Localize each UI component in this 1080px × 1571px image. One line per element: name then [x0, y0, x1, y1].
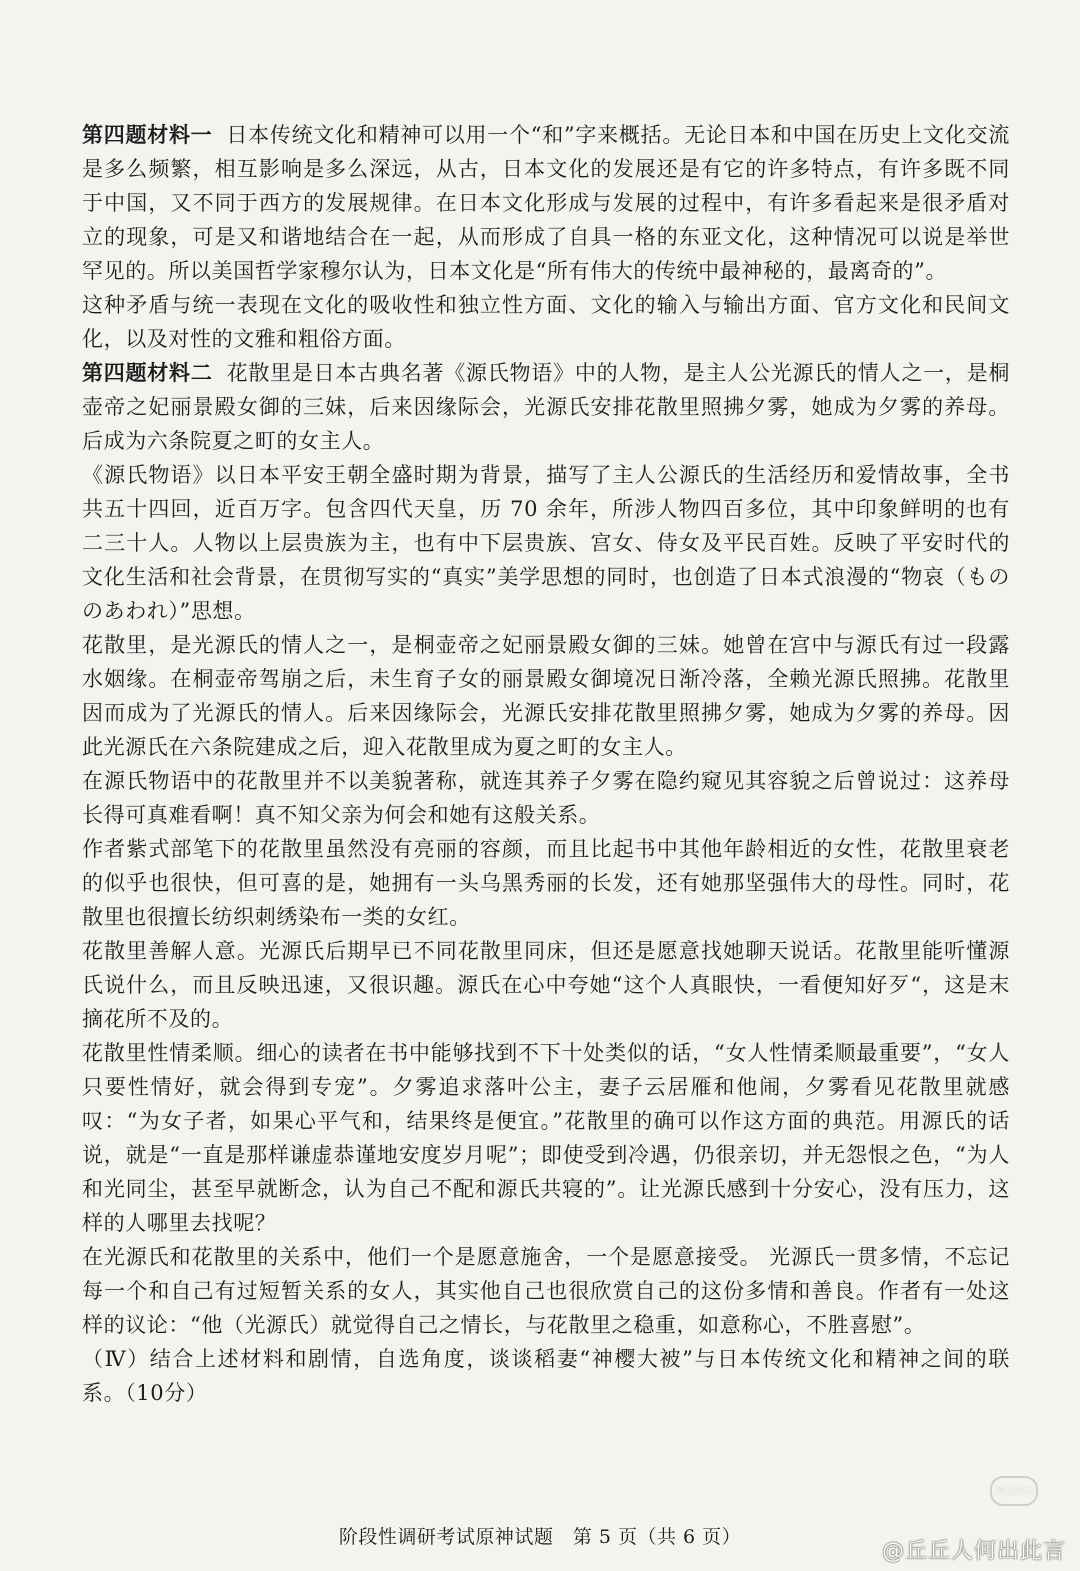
page-footer: 阶段性调研考试原神试题 第 5 页（共 6 页）	[338, 1526, 742, 1548]
material-1-paragraph-1: 第四题材料一 日本传统文化和精神可以用一个“和”字来概括。无论日本和中国在历史上文化交流是多么频繁，相互影响是多么深远，从古，日本文化的发展还是有它的许多特点，有许多既不同于中国，又不同于西方的发展规律。在日本文化形成与发展的过程中，有许多看起来是很矛盾对立的现象，可是又和谐地结合在一起，从而形成了自具一格的东亚文化，这种情况可以说是举世罕见的。所以美国哲学家穆尔认为，日本文化是“所有伟大的传统中最神秘的，最离奇的”。	[82, 123, 1010, 283]
material-2-paragraph-2: 《源氏物语》以日本平安王朝全盛时期为背景，描写了主人公源氏的生活经历和爱情故事，全书共五十四回，近百万字。包含四代天皇，历 70 余年，所涉人物四百多位，其中印象鲜明的也有二三十人。人物以上层贵族为主，也有中下层贵族、宫女、侍女及平民百姓。反映了平安时代的文化生活和社会背景，在贯彻写实的“真实”美学思想的同时，也创造了日本式浪漫的“物哀（もののあわれ）”思想。	[82, 463, 1010, 623]
material-2-paragraph-6: 花散里善解人意。光源氏后期早已不同花散里同床，但还是愿意找她聊天说话。花散里能听懂源氏说什么，而且反映迅速，又很识趣。源氏在心中夸她“这个人真眼快，一看便知好歹“，这是末摘花所不及的。	[82, 939, 1010, 1031]
weibo-badge-icon: WEIBO	[990, 1476, 1038, 1506]
material-1-paragraph-2: 这种矛盾与统一表现在文化的吸收性和独立性方面、文化的输入与输出方面、官方文化和民间文化，以及对性的文雅和粗俗方面。	[82, 293, 1010, 351]
question-prompt: （Ⅳ）结合上述材料和剧情，自选角度，谈谈稻妻“神樱大被”与日本传统文化和精神之间的联系。（10分）	[82, 1347, 1010, 1405]
material-2-paragraph-3: 花散里，是光源氏的情人之一，是桐壶帝之妃丽景殿女御的三妹。她曾在宫中与源氏有过一段露水姻缘。在桐壶帝驾崩之后，未生育子女的丽景殿女御境况日渐冷落，全赖光源氏照拂。花散里因而成为了光源氏的情人。后来因缘际会，光源氏安排花散里照拂夕雾，她成为夕雾的养母。因此光源氏在六条院建成之后，迎入花散里成为夏之町的女主人。	[82, 633, 1010, 759]
material-2-paragraph-4: 在源氏物语中的花散里并不以美貌著称，就连其养子夕雾在隐约窥见其容貌之后曾说过：这养母长得可真难看啊！真不知父亲为何会和她有这般关系。	[82, 769, 1010, 827]
material-2-paragraph-5: 作者紫式部笔下的花散里虽然没有亮丽的容颜，而且比起书中其他年龄相近的女性，花散里衰老的似乎也很快，但可喜的是，她拥有一头乌黑秀丽的长发，还有她那坚强伟大的母性。同时，花散里也很擅长纺织刺绣染布一类的女红。	[82, 837, 1010, 929]
exam-page	[82, 118, 1010, 1410]
material-2-paragraph-1: 第四题材料二 花散里是日本古典名著《源氏物语》中的人物，是主人公光源氏的情人之一，是桐壶帝之妃丽景殿女御的三妹，后来因缘际会，光源氏安排花散里照拂夕雾，她成为夕雾的养母。后成为六条院夏之町的女主人。	[82, 361, 1010, 453]
material-2-label: 第四题材料二	[82, 361, 213, 385]
watermark: @丘丘人何出此言	[881, 1539, 1066, 1564]
material-2-paragraph-8: 在光源氏和花散里的关系中，他们一个是愿意施舍，一个是愿意接受。 光源氏一贯多情，不忘记每一个和自己有过短暂关系的女人，其实他自己也很欣赏自己的这份多情和善良。作者有一处这样的议论：“他（光源氏）就觉得自己之情长，与花散里之稳重，如意称心，不胜喜慰”。	[82, 1245, 1010, 1337]
material-1-label: 第四题材料一	[82, 123, 213, 147]
material-2-paragraph-7: 花散里性情柔顺。细心的读者在书中能够找到不下十处类似的话，“女人性情柔顺最重要”，“女人只要性情好，就会得到专宠”。夕雾追求落叶公主，妻子云居雁和他闹，夕雾看见花散里就感叹：“为女子者，如果心平气和，结果终是便宜。”花散里的确可以作这方面的典范。用源氏的话说，就是“一直是那样谦虚恭谨地安度岁月呢”；即使受到冷遇，仍很亲切，并无怨恨之色，“为人和光同尘，甚至早就断念，认为自己不配和源氏共寝的”。让光源氏感到十分安心，没有压力，这样的人哪里去找呢？	[82, 1041, 1010, 1235]
